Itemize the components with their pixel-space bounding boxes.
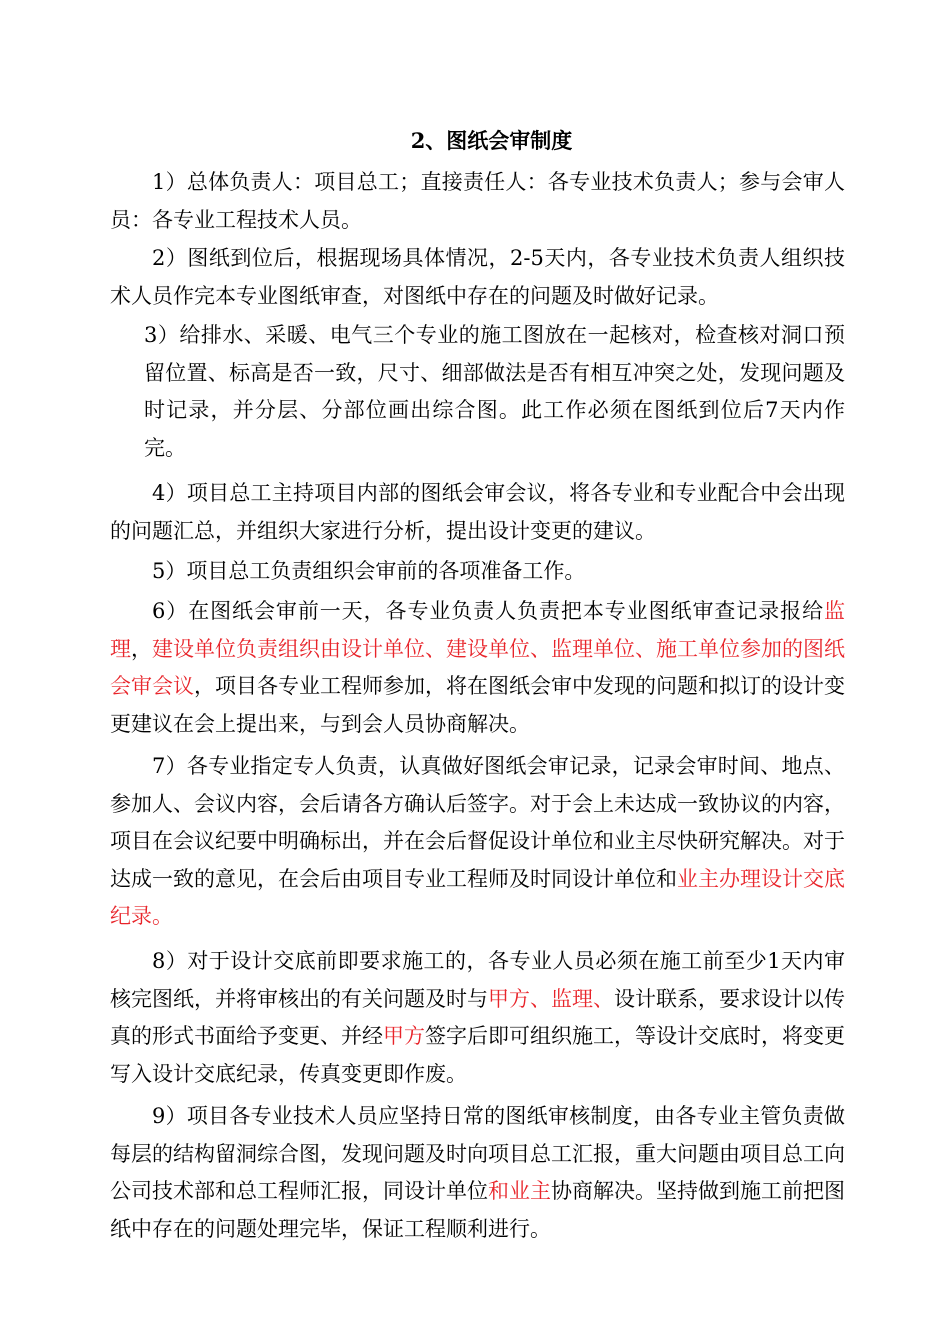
text-segment: 5）项目总工负责组织会审前的各项准备工作。 [152, 559, 586, 583]
paragraph-1 [110, 164, 845, 239]
paragraph-5 [110, 553, 845, 591]
paragraph-8 [110, 943, 845, 1093]
text-segment: 2）图纸到位后，根据现场具体情况，2-5天内，各专业技术负责人组织技术人员作完本专业图纸审查，对图纸中存在的问题及时做好记录。 [110, 246, 845, 308]
text-segment: 8）对于设计交底前即要求施工的，各专业人员必须在施工前至少1天内审核完图纸，并将审核出的有关问题及时与 [110, 949, 845, 1011]
highlighted-text-segment: 业主办理设计交底纪录。 [110, 866, 845, 928]
paragraph-7 [110, 748, 845, 936]
text-segment: 设计联系，要求设计以传真的形式书面给予变更、并经 [110, 986, 845, 1048]
text-segment: ，项目各专业工程师参加，将在图纸会审中发现的问题和拟订的设计变更建议在会上提出来，与到会人员协商解决。 [110, 674, 845, 736]
document-title: 2、图纸会审制度 [410, 128, 573, 153]
highlighted-text-segment: 监理 [110, 599, 845, 661]
text-segment: 7）各专业指定专人负责，认真做好图纸会审记录，记录会审时间、地点、参加人、会议内容，会后请各方确认后签字。对于会上未达成一致协议的内容，项目在会议纪要中明确标出，并在会后督促设计单位和业主尽快研究解决。对于达成一致的意见，在会后由项目专业工程师及时同设计单位和 [110, 754, 845, 891]
text-segment: 9）项目各专业技术人员应坚持日常的图纸审核制度，由各专业主管负责做每层的结构留洞综合图，发现问题及时向项目总工汇报，重大问题由项目总工向公司技术部和总工程师汇报，同设计单位 [110, 1104, 845, 1203]
text-segment: ， [131, 636, 152, 661]
paragraph-9 [110, 1098, 845, 1248]
paragraph-2 [110, 240, 845, 315]
paragraph-3 [110, 317, 845, 467]
paragraph-6 [110, 593, 845, 743]
paragraph-4 [110, 475, 845, 550]
text-segment: 6）在图纸会审前一天，各专业负责人负责把本专业图纸审查记录报给 [152, 599, 824, 623]
highlighted-text-segment: 建设单位负责组织由设计单位、建设单位、监理单位、施工单位参加的图纸会审会议 [110, 636, 845, 698]
highlighted-text-segment: 和业主 [488, 1179, 551, 1203]
text-segment: 3）给排水、采暖、电气三个专业的施工图放在一起核对，检查核对洞口预留位置、标高是否一致，尺寸、细部做法是否有相互冲突之处，发现问题及时记录，并分层、分部位画出综合图。此工作必须在图纸到位后7天内作完。 [144, 323, 845, 460]
text-segment: 4）项目总工主持项目内部的图纸会审会议，将各专业和专业配合中会出现的问题汇总，并组织大家进行分析，提出设计变更的建议。 [110, 481, 845, 543]
text-segment: 1）总体负责人：项目总工；直接责任人：各专业技术负责人；参与会审人员：各专业工程技术人员。 [110, 170, 845, 232]
highlighted-text-segment: 甲方 [383, 1024, 425, 1048]
highlighted-text-segment: 甲方、监理、 [488, 986, 614, 1011]
text-segment: 协商解决。坚持做到施工前把图纸中存在的问题处理完毕，保证工程顺利进行。 [110, 1179, 845, 1241]
text-segment: 签字后即可组织施工，等设计交底时，将变更写入设计交底纪录，传真变更即作废。 [110, 1024, 845, 1086]
